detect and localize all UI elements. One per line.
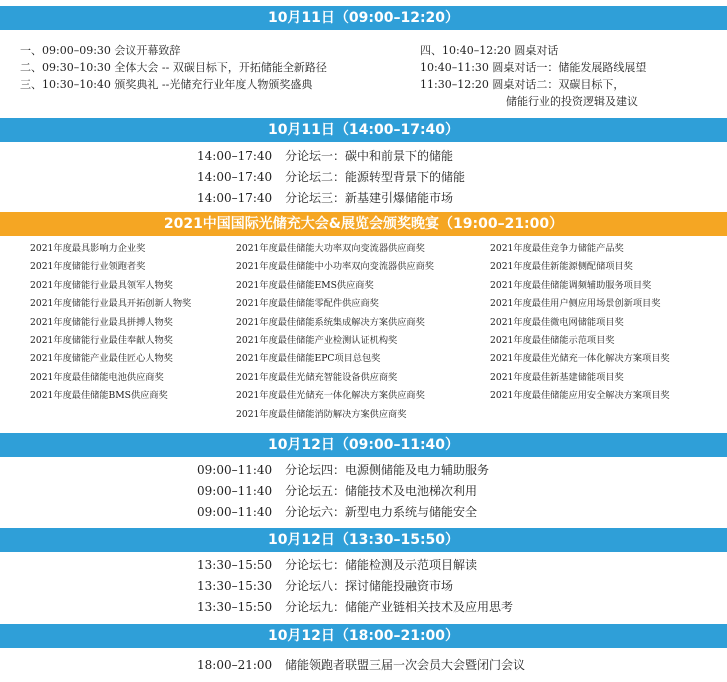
award-item: 2021年度最佳储能中小功率双向变流器供应商奖 bbox=[236, 261, 434, 273]
award-item: 2021年度最佳微电网储能项目奖 bbox=[490, 316, 624, 328]
award-item: 2021年度最佳储能示范项目奖 bbox=[490, 335, 615, 347]
award-item: 2021年度储能行业最佳奉献人物奖 bbox=[30, 335, 173, 347]
award-item: 2021年度最佳竞争力储能产品奖 bbox=[490, 243, 624, 254]
award-column bbox=[236, 240, 434, 424]
award-item: 2021年度最佳储能系统集成解决方案供应商奖 bbox=[236, 316, 425, 328]
section-header: 10月11日（09:00–12:20） bbox=[0, 6, 727, 30]
award-item: 2021年度储能行业最具领军人物奖 bbox=[30, 279, 173, 291]
agenda-item: 四、10:40–12:20 圆桌对话 bbox=[420, 44, 559, 57]
award-item: 2021年度最具影响力企业奖 bbox=[30, 243, 146, 254]
award-item: 2021年度最佳光储充智能设备供应商奖 bbox=[236, 371, 398, 383]
forum-row: 09:00–11:40 分论坛六：新型电力系统与储能安全 bbox=[197, 505, 478, 519]
agenda-item-continued: 储能行业的投资逻辑及建议 bbox=[506, 95, 638, 108]
award-item: 2021年度最佳新能源侧配储项目奖 bbox=[490, 261, 633, 273]
section-header: 10月12日（09:00–11:40） bbox=[0, 433, 727, 457]
section-header: 10月12日（13:30–15:50） bbox=[0, 528, 727, 552]
section-header: 10月11日（14:00–17:40） bbox=[0, 118, 727, 142]
award-item: 2021年度最佳储能EMS供应商奖 bbox=[236, 279, 374, 291]
agenda-item: 10:40–11:30 圆桌对话一：储能发展路线展望 bbox=[420, 61, 647, 74]
forum-row: 09:00–11:40 分论坛四：电源侧储能及电力辅助服务 bbox=[197, 463, 490, 477]
award-item: 2021年度储能行业最具拼搏人物奖 bbox=[30, 316, 173, 328]
award-item: 2021年度最佳用户侧应用场景创新项目奖 bbox=[490, 298, 661, 310]
award-item: 2021年度最佳储能BMS供应商奖 bbox=[30, 390, 168, 402]
award-item: 2021年度最佳储能电池供应商奖 bbox=[30, 371, 164, 383]
award-item: 2021年度最佳储能产业检测认证机构奖 bbox=[236, 335, 398, 347]
forum-row: 13:30–15:50 分论坛九：储能产业链相关技术及应用思考 bbox=[197, 600, 514, 614]
award-item: 2021年度最佳储能调频辅助服务项目奖 bbox=[490, 279, 652, 291]
award-item: 2021年度最佳储能消防解决方案供应商奖 bbox=[236, 408, 407, 420]
agenda-item: 一、09:00–09:30 会议开幕致辞 bbox=[20, 44, 181, 57]
award-item: 2021年度最佳储能零配件供应商奖 bbox=[236, 298, 379, 310]
award-item: 2021年度最佳储能大功率双向变流器供应商奖 bbox=[236, 243, 425, 254]
forum-row: 14:00–17:40 分论坛二：能源转型背景下的储能 bbox=[197, 170, 466, 184]
awards-header: 2021中国国际光储充大会&展览会颁奖晚宴（19:00–21:00） bbox=[0, 212, 727, 236]
forum-row: 18:00–21:00 储能领跑者联盟三届一次会员大会暨闭门会议 bbox=[197, 658, 526, 672]
award-column bbox=[490, 240, 670, 406]
award-item: 2021年度最佳储能EPC项目总包奖 bbox=[236, 353, 381, 365]
award-item: 2021年度储能行业领跑者奖 bbox=[30, 261, 146, 273]
award-item: 2021年度储能行业最具开拓创新人物奖 bbox=[30, 298, 192, 310]
award-item: 2021年度最佳光储充一体化解决方案项目奖 bbox=[490, 353, 670, 365]
award-item: 2021年度最佳光储充一体化解决方案供应商奖 bbox=[236, 390, 425, 402]
forum-row: 14:00–17:40 分论坛三：新基建引爆储能市场 bbox=[197, 191, 454, 205]
agenda-item: 二、09:30–10:30 全体大会 -- 双碳目标下，开拓储能全新路径 bbox=[20, 61, 327, 74]
agenda-item: 三、10:30–10:40 颁奖典礼 --光储充行业年度人物颁奖盛典 bbox=[20, 78, 313, 91]
award-item: 2021年度最佳储能应用安全解决方案项目奖 bbox=[490, 390, 670, 402]
agenda-item: 11:30–12:20 圆桌对话二：双碳目标下， bbox=[420, 78, 625, 91]
award-item: 2021年度最佳新基建储能项目奖 bbox=[490, 371, 624, 383]
award-item: 2021年度储能产业最佳匠心人物奖 bbox=[30, 353, 173, 365]
award-column bbox=[30, 240, 191, 406]
section-header: 10月12日（18:00–21:00） bbox=[0, 624, 727, 648]
forum-row: 14:00–17:40 分论坛一：碳中和前景下的储能 bbox=[197, 149, 454, 163]
forum-row: 09:00–11:40 分论坛五：储能技术及电池梯次利用 bbox=[197, 484, 478, 498]
forum-row: 13:30–15:30 分论坛八：探讨储能投融资市场 bbox=[197, 579, 454, 593]
forum-row: 13:30–15:50 分论坛七：储能检测及示范项目解读 bbox=[197, 558, 478, 572]
